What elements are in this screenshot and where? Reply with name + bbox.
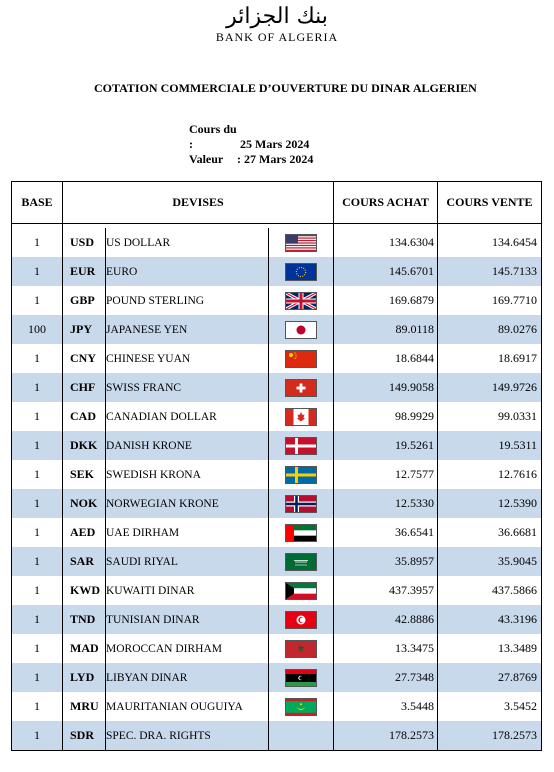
flag-cell	[269, 576, 334, 605]
date-block	[189, 122, 313, 167]
base-cell: 1	[12, 692, 63, 721]
currency-name: SAUDI RIYAL	[106, 547, 269, 576]
cours-achat-value: 145.6701	[334, 257, 438, 286]
flag-cell	[269, 489, 334, 518]
cours-achat-value: 178.2573	[334, 721, 438, 751]
currency-code: USD	[63, 228, 106, 257]
table-row	[12, 489, 542, 518]
flag-cell	[269, 228, 334, 257]
flag-cell	[269, 431, 334, 460]
cours-achat-value: 35.8957	[334, 547, 438, 576]
cours-vente-value: 12.7616	[438, 460, 542, 489]
cours-achat-value: 42.8886	[334, 605, 438, 634]
cours-achat-value: 36.6541	[334, 518, 438, 547]
cours-vente-value: 35.9045	[438, 547, 542, 576]
libya-flag-icon	[285, 669, 317, 687]
currency-code: AED	[63, 518, 106, 547]
currency-code: NOK	[63, 489, 106, 518]
currency-name: EURO	[106, 257, 269, 286]
tunisia-flag-icon	[285, 611, 317, 629]
currency-code: TND	[63, 605, 106, 634]
cours-achat-value: 27.7348	[334, 663, 438, 692]
cours-vente-value: 12.5390	[438, 489, 542, 518]
base-cell: 1	[12, 721, 63, 751]
base-cell: 1	[12, 373, 63, 402]
base-cell: 100	[12, 315, 63, 344]
cours-vente-value: 437.5866	[438, 576, 542, 605]
table-header-row	[12, 182, 542, 224]
cours-achat-value: 13.3475	[334, 634, 438, 663]
base-cell: 1	[12, 228, 63, 257]
table-row	[12, 692, 542, 721]
table-row	[12, 402, 542, 431]
currency-code: SEK	[63, 460, 106, 489]
base-cell: 1	[12, 286, 63, 315]
flag-cell	[269, 344, 334, 373]
logo-english-text: BANK OF ALGERIA	[215, 30, 339, 44]
header-cours-vente: COURS VENTE	[438, 182, 542, 224]
table-row	[12, 286, 542, 315]
kuwait-flag-icon	[285, 582, 317, 600]
cours-achat-value: 437.3957	[334, 576, 438, 605]
logo-arabic-text: بنك الجزائر	[226, 4, 328, 29]
currency-name: UAE DIRHAM	[106, 518, 269, 547]
cours-vente-value: 89.0276	[438, 315, 542, 344]
currency-name: CHINESE YUAN	[106, 344, 269, 373]
cours-vente-value: 13.3489	[438, 634, 542, 663]
cours-du-value: 25 Mars 2024	[240, 137, 310, 151]
cours-vente-value: 18.6917	[438, 344, 542, 373]
uk-flag-icon	[285, 292, 317, 310]
cours-vente-value: 149.9726	[438, 373, 542, 402]
cours-vente-value: 27.8769	[438, 663, 542, 692]
currency-name: CANADIAN DOLLAR	[106, 402, 269, 431]
cours-achat-value: 12.5330	[334, 489, 438, 518]
currency-code: CHF	[63, 373, 106, 402]
cours-vente-value: 36.6681	[438, 518, 542, 547]
table-row	[12, 518, 542, 547]
currency-name: NORWEGIAN KRONE	[106, 489, 269, 518]
currency-code: CNY	[63, 344, 106, 373]
cours-vente-value: 99.0331	[438, 402, 542, 431]
cours-achat-value: 134.6304	[334, 228, 438, 257]
header-base: BASE	[12, 182, 63, 224]
denmark-flag-icon	[285, 437, 317, 455]
currency-code: SDR	[63, 721, 106, 751]
currency-name: LIBYAN DINAR	[106, 663, 269, 692]
flag-cell	[269, 605, 334, 634]
currency-code: CAD	[63, 402, 106, 431]
china-flag-icon	[285, 350, 317, 368]
cours-vente-value: 3.5452	[438, 692, 542, 721]
currency-name: POUND STERLING	[106, 286, 269, 315]
cours-achat-value: 169.6879	[334, 286, 438, 315]
base-cell: 1	[12, 518, 63, 547]
us-flag-icon	[285, 234, 317, 252]
flag-cell	[269, 721, 334, 751]
sweden-flag-icon	[285, 466, 317, 484]
base-cell: 1	[12, 663, 63, 692]
flag-cell	[269, 402, 334, 431]
valeur-label: Valeur	[189, 152, 224, 166]
flag-cell	[269, 373, 334, 402]
table-row	[12, 460, 542, 489]
currency-name: KUWAITI DINAR	[106, 576, 269, 605]
table-row	[12, 431, 542, 460]
base-cell: 1	[12, 431, 63, 460]
currency-name: MOROCCAN DIRHAM	[106, 634, 269, 663]
mauritania-flag-icon	[285, 698, 317, 716]
cours-vente-value: 43.3196	[438, 605, 542, 634]
cours-achat-value: 98.9929	[334, 402, 438, 431]
japan-flag-icon	[285, 321, 317, 339]
base-cell: 1	[12, 489, 63, 518]
currency-code: SAR	[63, 547, 106, 576]
base-cell: 1	[12, 344, 63, 373]
cours-du-label: Cours du :	[189, 122, 237, 151]
table-row	[12, 576, 542, 605]
base-cell: 1	[12, 460, 63, 489]
header-devises: DEVISES	[63, 182, 334, 224]
flag-cell	[269, 315, 334, 344]
norway-flag-icon	[285, 495, 317, 513]
table-row	[12, 257, 542, 286]
base-cell: 1	[12, 634, 63, 663]
currency-name: SWISS FRANC	[106, 373, 269, 402]
currency-name: DANISH KRONE	[106, 431, 269, 460]
base-cell: 1	[12, 257, 63, 286]
header-cours-achat: COURS ACHAT	[334, 182, 438, 224]
table-row	[12, 547, 542, 576]
base-cell: 1	[12, 547, 63, 576]
cours-vente-value: 134.6454	[438, 228, 542, 257]
cours-achat-value: 3.5448	[334, 692, 438, 721]
cours-achat-value: 12.7577	[334, 460, 438, 489]
table-row	[12, 605, 542, 634]
table-row	[12, 315, 542, 344]
currency-name: US DOLLAR	[106, 228, 269, 257]
swiss-flag-icon	[285, 379, 317, 397]
cours-vente-value: 178.2573	[438, 721, 542, 751]
base-cell: 1	[12, 605, 63, 634]
flag-cell	[269, 518, 334, 547]
exchange-rate-table	[11, 181, 542, 751]
page-title: COTATION COMMERCIALE D’OUVERTURE DU DINAR ALGERIEN	[94, 81, 477, 95]
currency-code: MRU	[63, 692, 106, 721]
flag-cell	[269, 460, 334, 489]
table-row	[12, 634, 542, 663]
currency-name: MAURITANIAN OUGUIYA	[106, 692, 269, 721]
eu-flag-icon	[285, 263, 317, 281]
currency-code: EUR	[63, 257, 106, 286]
cours-vente-value: 145.7133	[438, 257, 542, 286]
saudi-flag-icon	[285, 553, 317, 571]
flag-cell	[269, 257, 334, 286]
currency-code: GBP	[63, 286, 106, 315]
cours-vente-value: 169.7710	[438, 286, 542, 315]
cours-achat-value: 19.5261	[334, 431, 438, 460]
uae-flag-icon	[285, 524, 317, 542]
currency-name: TUNISIAN DINAR	[106, 605, 269, 634]
cours-achat-value: 89.0118	[334, 315, 438, 344]
table-row	[12, 663, 542, 692]
currency-name: SWEDISH KRONA	[106, 460, 269, 489]
currency-code: JPY	[63, 315, 106, 344]
flag-cell	[269, 286, 334, 315]
flag-cell	[269, 663, 334, 692]
bank-logo	[0, 4, 554, 44]
table-row	[12, 373, 542, 402]
table-row	[12, 228, 542, 257]
currency-code: DKK	[63, 431, 106, 460]
base-cell: 1	[12, 576, 63, 605]
flag-cell	[269, 692, 334, 721]
table-row	[12, 721, 542, 751]
currency-code: LYD	[63, 663, 106, 692]
valeur-value: : 27 Mars 2024	[237, 152, 314, 166]
cours-achat-value: 149.9058	[334, 373, 438, 402]
currency-name: SPEC. DRA. RIGHTS	[106, 721, 269, 751]
morocco-flag-icon	[285, 640, 317, 658]
canada-flag-icon	[285, 408, 317, 426]
base-cell: 1	[12, 402, 63, 431]
cours-vente-value: 19.5311	[438, 431, 542, 460]
flag-cell	[269, 634, 334, 663]
currency-code: MAD	[63, 634, 106, 663]
table-row	[12, 344, 542, 373]
currency-code: KWD	[63, 576, 106, 605]
cours-achat-value: 18.6844	[334, 344, 438, 373]
flag-cell	[269, 547, 334, 576]
currency-name: JAPANESE YEN	[106, 315, 269, 344]
